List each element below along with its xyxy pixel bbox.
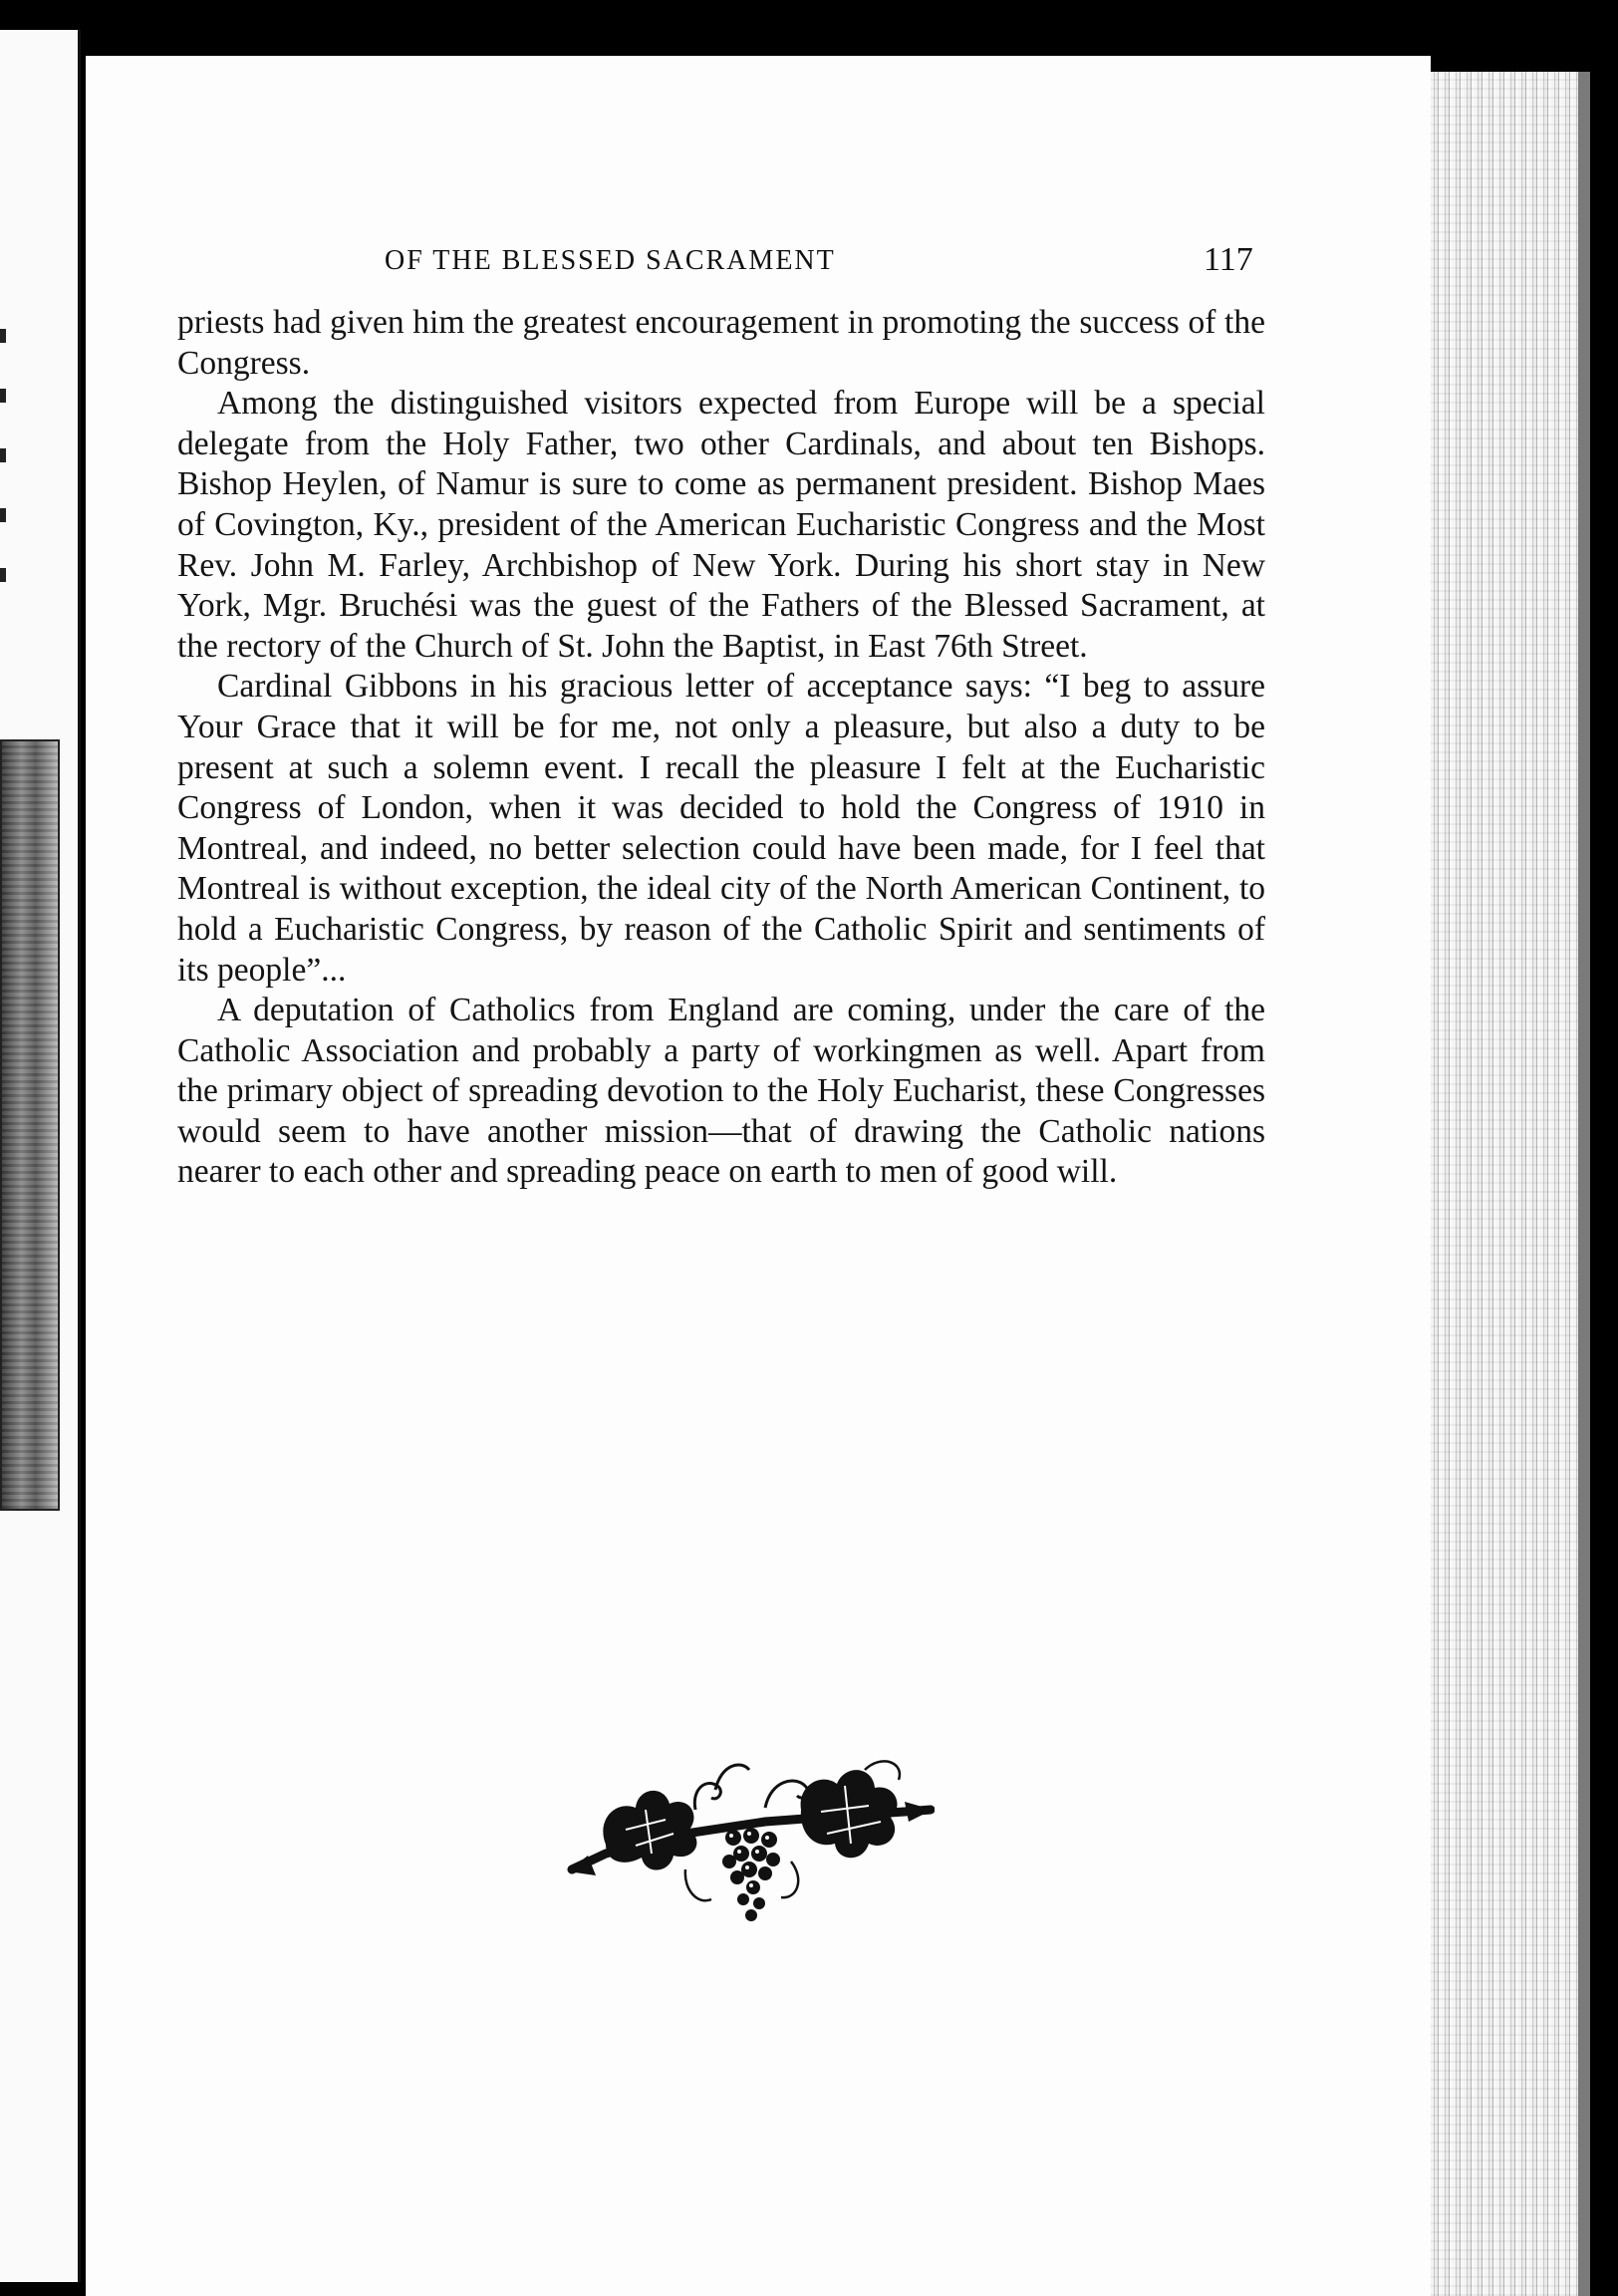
facing-page-edge-marks	[0, 329, 6, 588]
paragraph-deputation: A deputation of Catholics from England are coming, under the care of the Catholic Association and probably a party of workingmen as well. Apart from the primary object of spreading devotion to the Holy Eucharist, these Congresses would seem to have another mission—that of drawing the Catholic nations nearer to each other and spreading peace on earth to men of good will.	[177, 992, 1265, 1191]
page-number: 117	[1204, 241, 1253, 278]
page-edges-shadow	[1578, 72, 1590, 2296]
body-text	[177, 303, 1265, 1193]
book-page	[86, 56, 1431, 2296]
paragraph-cardinal-gibbons: Cardinal Gibbons in his gracious letter of acceptance says: “I beg to assure Your Grace that it will be for me, not only a pleasure, but also a duty to be present at such a solemn event. I recall the pleasure I felt at the Eucharistic Congress of London, when it was decided to hold the Congress of 1910 in Montreal, and indeed, no better selection could have been made, for I feel that Montreal is without exception, the ideal city of the North American Continent, to hold a Eucharistic Congress, by reason of the Catholic Spirit and sentiments of its people”...	[177, 668, 1265, 989]
paragraph-continuation: priests had given him the greatest encouragement in promoting the success of the Congress.	[177, 304, 1265, 382]
facing-page-photograph	[0, 739, 60, 1511]
running-head-title: OF THE BLESSED SACRAMENT	[385, 245, 836, 276]
running-head	[385, 241, 1451, 285]
paragraph-visitors: Among the distinguished visitors expected from Europe will be a special delegate from the Holy Father, two other Cardinals, and about ten Bishops. Bishop Heylen, of Namur is sure to come as permanent president. Bishop Maes of Covington, Ky., president of the American Eucharistic Congress and the Most Rev. John M. Farley, Archbishop of New York. During his short stay in New York, Mgr. Bruchési was the guest of the Fathers of the Blessed Sacrament, at the rectory of the Church of St. John the Baptist, in East 76th Street.	[177, 385, 1265, 665]
facing-page	[0, 30, 81, 2282]
grapevine-ornament-icon	[566, 1750, 935, 1939]
page-edges	[1431, 72, 1578, 2296]
